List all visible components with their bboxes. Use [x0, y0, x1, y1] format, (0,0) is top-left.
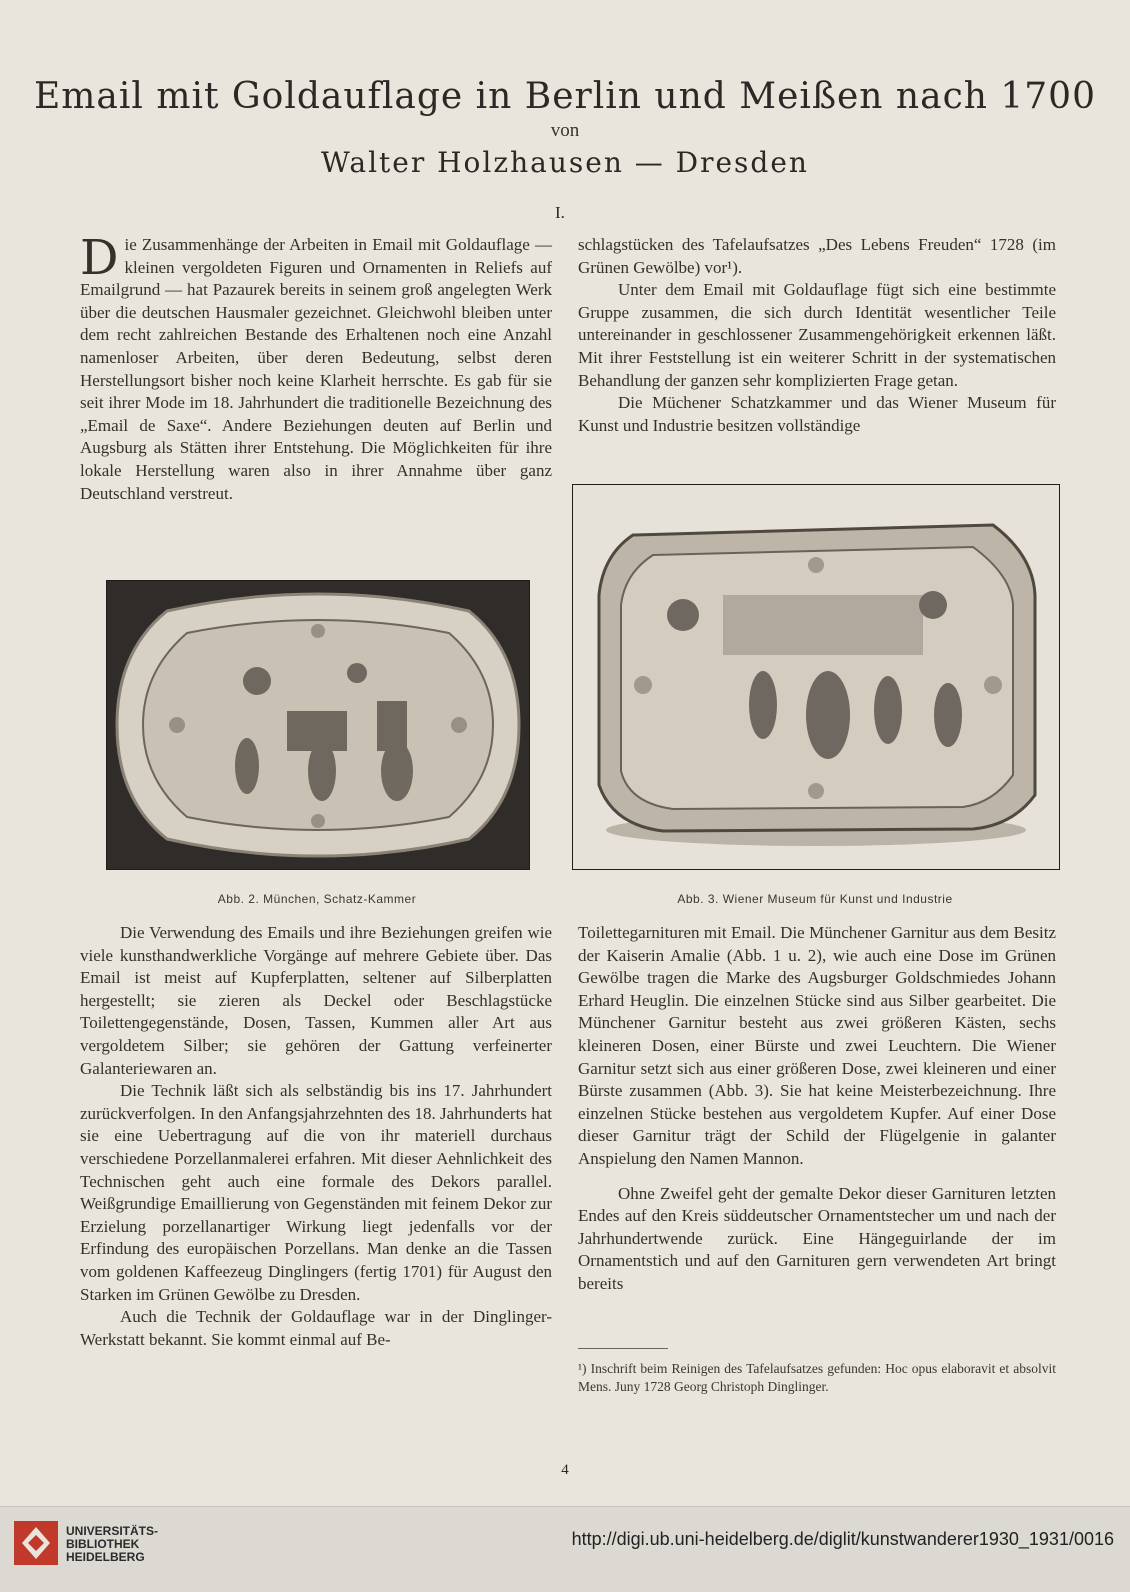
- left-column-bottom: [80, 922, 552, 1351]
- figure-2-caption: Abb. 2. München, Schatz-Kammer: [217, 892, 417, 906]
- paragraph: schlagstücken des Tafelaufsatzes „Des Lebens Freuden“ 1728 (im Grünen Gewölbe) vor¹).: [578, 235, 1056, 277]
- paragraph: Die Müchener Schatzkammer und das Wiener Museum für Kunst und Industrie besitzen vollständige: [578, 393, 1056, 435]
- enamel-tray-illustration: [107, 581, 529, 869]
- footnote-rule: [578, 1348, 668, 1349]
- library-name: [66, 1525, 158, 1564]
- paragraph: Unter dem Email mit Goldauflage fügt sich eine bestimmte Gruppe zusammen, die sich durch Identität wesentlicher Teile untereinander in geschlossener Zusammengehörigkeit erkennen läßt. Mit ihrer Feststellung ist ein weiterer Schritt in der systematischen Behandlung der ganzen sehr komplizierten Frage getan.: [578, 280, 1056, 390]
- paragraph: Die Technik läßt sich als selbständig bis ins 17. Jahrhundert zurückverfolgen. In den Anfangsjahrzehnten des 18. Jahrhunderts hat sie eine Uebertragung auf die von ihr materiell durchaus verschiedene Porzellanmalerei erfahren. Mit dieser Aehnlichkeit des Technischen geht auch eine formale des Dekors parallel. Weißgrundige Emaillierung von Gegenständen mit feinem Dekor zur Erzielung porzellanartiger Wirkung liegt jedenfalls vor der Erfindung des europäischen Porzellans. Man denke an die Tassen vom goldenen Kaffeezeug Dinglingers (fertig 1701) für August den Starken im Grünen Gewölbe zu Dresden.: [80, 1081, 552, 1304]
- university-library-logo-icon: [14, 1521, 58, 1565]
- left-column-top: [80, 230, 552, 505]
- paragraph: Toilettegarnituren mit Email. Die Münchener Garnitur aus dem Besitz der Kaiserin Amalie (Abb. 1 u. 2), wie auch eine Dose im Grünen Gewölbe tragen die Marke des Augsburger Goldschmiedes Johann Erhard Heuglin. Die einzelnen Stücke sind aus Silber gearbeitet. Die Münchener Garnitur besteht aus zwei größeren Kästen, sechs kleineren Dosen, einer Bürste und zwei Leuchtern. Die Wiener Garnitur setzt sich aus einer größeren Dose, zwei kleineren und einer Bürste zusammen (Abb. 3). Sie hat keine Meisterbezeichnung. Ihre einzelnen Stücke bestehen aus vergoldetem Kupfer. Auf einer Dose dieser Garnitur trägt der Schild der Flügelgenie in galanter Anspielung den Namen Mannon.: [578, 923, 1056, 1168]
- author-name: Walter Holzhausen — Dresden: [321, 146, 809, 179]
- drop-cap: D: [80, 230, 119, 286]
- section-number: I.: [555, 203, 565, 222]
- library-footer: [0, 1506, 1130, 1592]
- page-title: Email mit Goldauflage in Berlin und Meißen nach 1700: [34, 76, 1096, 117]
- right-column-top: [578, 234, 1056, 437]
- intro-paragraph: [80, 230, 552, 505]
- paragraph: Die Verwendung des Emails und ihre Beziehungen greifen wie viele kunsthandwerkliche Vorgänge auf mehrere Gebiete über. Das Email ist meist auf Kupferplatten, seltener auf Silberplatten hergestellt; sie zieren als Deckel oder Beschlagstücke Toilettengegenstände, Dosen, Tassen, Kummen aller Art aus vergoldetem Silber; sie gehören der Gattung verfeinerter Galanteriewaren an.: [80, 923, 552, 1078]
- right-column-bottom: [578, 922, 1056, 1296]
- source-url-link[interactable]: http://digi.ub.uni-heidelberg.de/diglit/kunstwanderer1930_1931/0016: [571, 1529, 1114, 1549]
- library-name-line2: BIBLIOTHEK: [66, 1537, 140, 1551]
- library-name-line3: HEIDELBERG: [66, 1550, 145, 1564]
- page-number: 4: [561, 1462, 569, 1478]
- paragraph: Ohne Zweifel geht der gemalte Dekor dieser Garnituren letzten Endes auf den Kreis süddeutscher Ornamentstecher um und nach der Jahrhundertwende zurück. Eine Hängeguirlande der im Ornamentstich und auf den Garnituren gern verwendeten Art bringt bereits: [578, 1183, 1056, 1293]
- enamel-box-illustration: [573, 485, 1059, 869]
- footnote: ¹) Inschrift beim Reinigen des Tafelaufsatzes gefunden: Hoc opus elaboravit et absolvit Mens. Juny 1728 Georg Christoph Dinglinger.: [578, 1361, 1056, 1394]
- paragraph: Auch die Technik der Goldauflage war in der Dinglinger-Werkstatt bekannt. Sie kommt einmal auf Be-: [80, 1307, 552, 1349]
- library-name-line1: UNIVERSITÄTS-: [66, 1524, 159, 1538]
- figure-3-image: [572, 484, 1060, 870]
- figure-2-image: [106, 580, 530, 870]
- intro-text: ie Zusammenhänge der Arbeiten in Email mit Goldauflage — kleinen vergoldeten Figuren und Ornamenten in Reliefs auf Emailgrund — hat Pazaurek bereits in seinem groß angelegten Werk über die deutschen Hausmaler gezeichnet. Gleichwohl bleiben unter dem recht zahlreichen Bestande des Erhaltenen noch eine Anzahl namenloser Arbeiten, über deren Bedeutung, selbst deren Herstellungsort bisher noch keine Klarheit herrschte. Es gab für sie seit ihrer Mode im 18. Jahrhundert die traditionelle Bezeichnung des „Email de Saxe“. Andere Beziehungen deuten auf Berlin und Augsburg als Stätten ihrer Entstehung. Die Möglichkeiten für ihre lokale Herstellung waren also in ihrer Annahme über ganz Deutschland verstreut.: [80, 235, 552, 503]
- figure-3-caption: Abb. 3. Wiener Museum für Kunst und Industrie: [677, 892, 953, 906]
- byline-von: von: [550, 120, 580, 141]
